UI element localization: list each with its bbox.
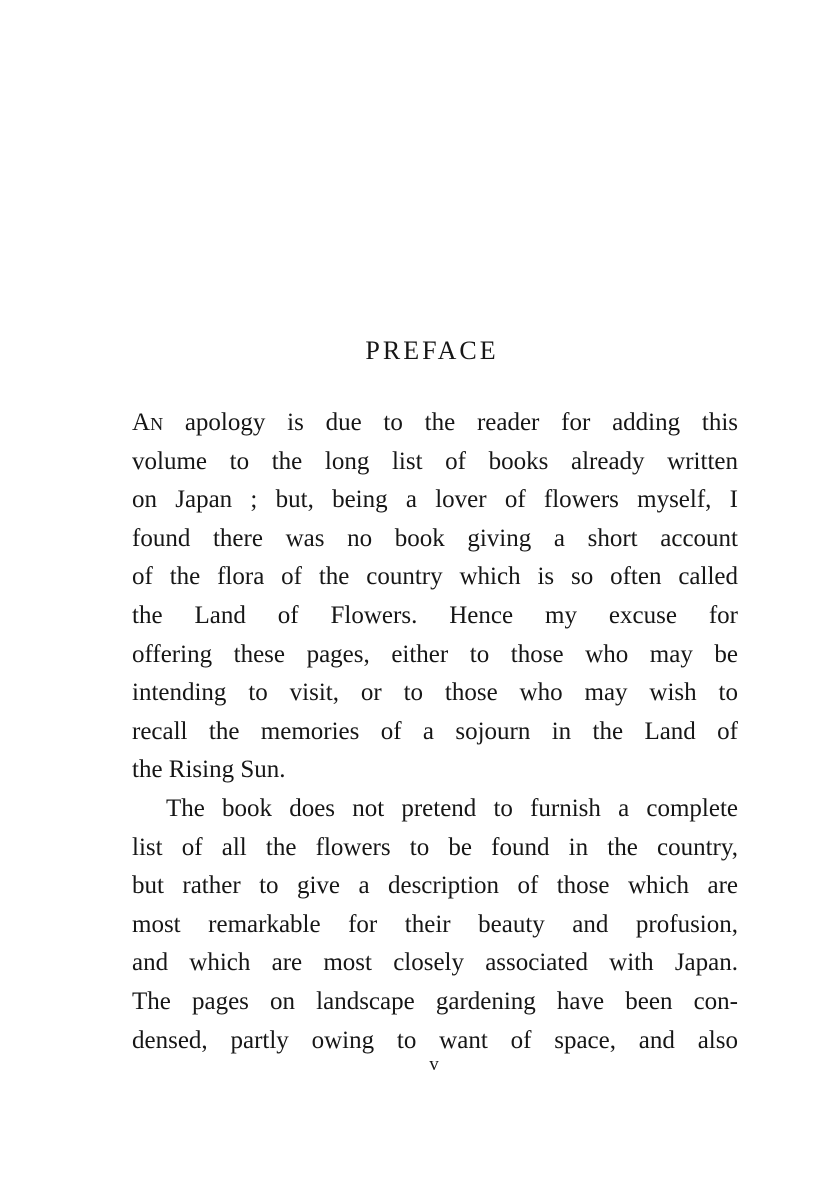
page-number: v [429,1054,439,1075]
text-line: and which are most closely associated with Japan. [132,949,738,977]
text-line: The book does not pretend to furnish a complete [166,795,738,822]
text-line: the Rising Sun. [132,756,286,784]
text-line: found there was no book giving a short account [132,524,738,552]
text-line: offering these pages, either to those who may be [132,640,738,668]
paragraph-2 [132,790,738,1060]
text-line: but rather to give a description of those which are [132,872,738,900]
text-line: the Land of Flowers. Hence my excuse for [132,601,738,629]
text-line: The pages on landscape gardening have been con- [132,987,738,1015]
page-title: PREFACE [365,336,499,365]
paragraph-1 [132,404,738,790]
text-line: on Japan ; but, being a lover of flowers myself, I [132,486,738,514]
text-line: volume to the long list of books already written [132,447,738,475]
text-line: An apology is due to the reader for adding this [132,409,738,436]
text-line: intending to visit, or to those who may wish to [132,679,738,707]
text-line: most remarkable for their beauty and profusion, [132,910,738,938]
text-line: densed, partly owing to want of space, and also [132,1026,738,1054]
text-line: list of all the flowers to be found in the country, [132,833,738,861]
text-line: recall the memories of a sojourn in the Land of [132,717,738,745]
text-line: of the flora of the country which is so often called [132,563,738,591]
